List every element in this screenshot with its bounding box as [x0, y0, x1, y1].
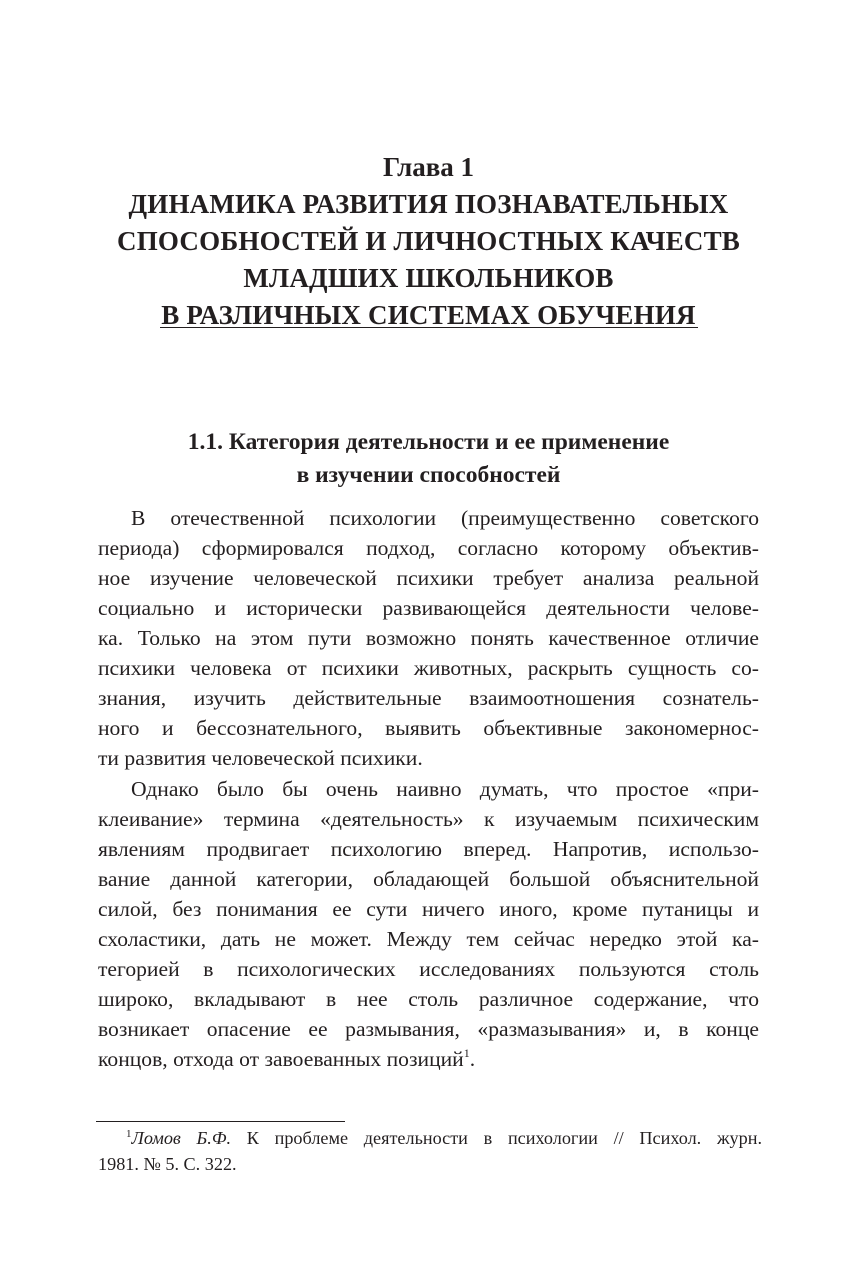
chapter-header — [96, 148, 761, 334]
paragraph-1 — [98, 503, 759, 773]
text-line: ти развития человеческой психики. — [98, 746, 423, 770]
text-line: ного и бессознательного, выявить объективные закономернос- — [98, 716, 759, 740]
chapter-title-line: В РАЗЛИЧНЫХ СИСТЕМАХ ОБУЧЕНИЯ — [161, 300, 696, 330]
text-line: клеивание» термина «деятельность» к изучаемым психическим — [98, 807, 759, 831]
text-line: Однако было бы очень наивно думать, что простое «при- — [131, 777, 759, 801]
footnote-mark: 1 — [126, 1128, 132, 1140]
text-line-content: концов, отхода от завоеванных позиций — [98, 1047, 464, 1071]
chapter-divider — [160, 327, 698, 328]
text-line: схоластики, дать не может. Между тем сейчас нередко этой ка- — [98, 927, 759, 951]
chapter-title-line: ДИНАМИКА РАЗВИТИЯ ПОЗНАВАТЕЛЬНЫХ — [128, 189, 729, 219]
text-line-last — [98, 1044, 759, 1074]
footnote-line — [98, 1125, 762, 1151]
text-line: В отечественной психологии (преимущественно советского — [131, 506, 759, 530]
sentence-end: . — [469, 1047, 476, 1071]
text-line: ное изучение человеческой психики требует анализа реальной — [98, 566, 759, 590]
footnote-text: К проблеме деятельности в психологии // Психол. журн. — [231, 1128, 762, 1148]
chapter-title-line: МЛАДШИХ ШКОЛЬНИКОВ — [243, 263, 614, 293]
section-heading-line: 1.1. Категория деятельности и ее применение — [187, 429, 670, 455]
text-line: вание данной категории, обладающей большой объяснительной — [98, 867, 759, 891]
footnote — [98, 1125, 762, 1177]
footnote-author: Ломов Б.Ф. — [131, 1128, 231, 1148]
chapter-number: Глава 1 — [382, 152, 475, 182]
text-line: явлениям продвигает психологию вперед. Напротив, использо- — [98, 837, 759, 861]
section-heading — [96, 426, 761, 492]
text-line: силой, без понимания ее сути ничего иного, кроме путаницы и — [98, 897, 759, 921]
text-line: тегорией в психологических исследованиях пользуются столь — [98, 957, 759, 981]
footnote-divider — [96, 1121, 345, 1122]
text-line: возникает опасение ее размывания, «размазывания» и, в конце — [98, 1017, 759, 1041]
footnote-line: 1981. № 5. С. 322. — [98, 1154, 237, 1174]
chapter-title-line: СПОСОБНОСТЕЙ И ЛИЧНОСТНЫХ КАЧЕСТВ — [117, 226, 740, 256]
chapter-title — [96, 186, 761, 334]
paragraph-2 — [98, 774, 759, 1074]
text-line: ка. Только на этом пути возможно понять качественное отличие — [98, 626, 759, 650]
text-line: периода) сформировался подход, согласно которому объектив- — [98, 536, 759, 560]
text-line: социально и исторически развивающейся деятельности челове- — [98, 596, 759, 620]
text-line: знания, изучить действительные взаимоотношения сознатель- — [98, 686, 759, 710]
text-line: широко, вкладывают в нее столь различное содержание, что — [98, 987, 759, 1011]
section-heading-line: в изучении способностей — [296, 462, 561, 488]
footnote-reference: 1 — [463, 1046, 470, 1060]
text-line: психики человека от психики животных, раскрыть сущность со- — [98, 656, 759, 680]
body-text — [98, 503, 759, 1074]
